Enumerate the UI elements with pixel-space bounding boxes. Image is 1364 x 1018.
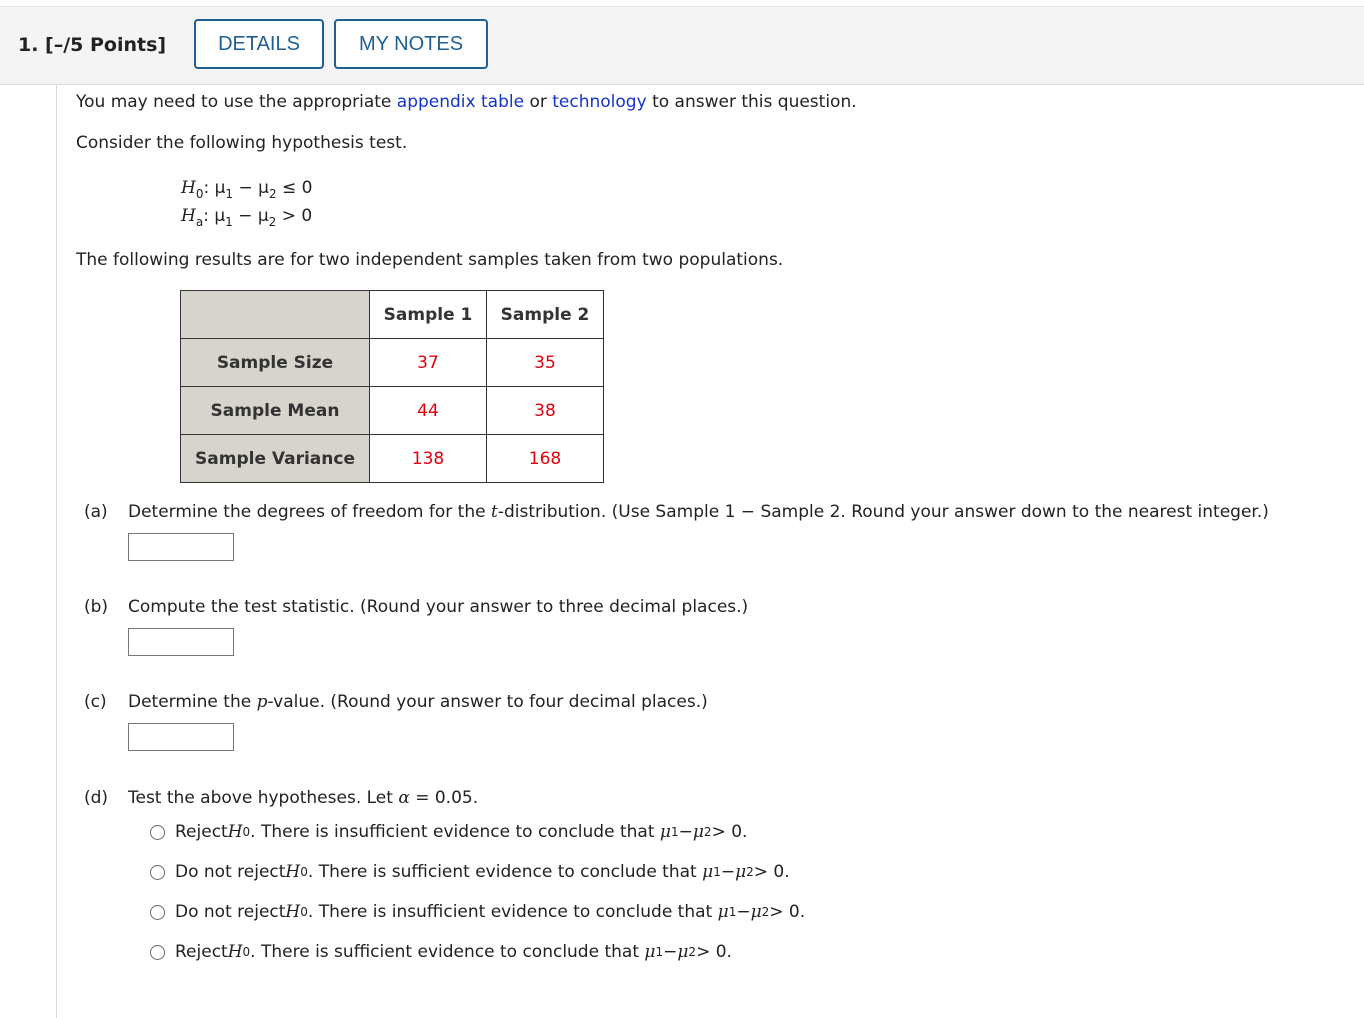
mu-symbol: μ: [717, 902, 729, 922]
h0-mid: − μ: [233, 178, 269, 198]
part-b-label: (b): [84, 597, 109, 617]
table-cell: 138: [370, 435, 487, 483]
row-header: Sample Size: [181, 339, 370, 387]
option-lead: Reject: [175, 822, 228, 842]
mu-symbol: μ: [702, 862, 714, 882]
intro-text: [76, 92, 857, 112]
option-lead: Do not reject: [175, 862, 286, 882]
h-letter: H: [285, 862, 301, 882]
question-title: 1. [–/5 Points]: [18, 34, 167, 56]
ha-sub: a: [195, 215, 204, 229]
part-a-text2: -distribution. (Use Sample 1 − Sample 2. Round your answer down to the nearest integer.): [497, 502, 1269, 522]
mu-symbol: μ: [659, 822, 671, 842]
table-row: [181, 387, 604, 435]
radio-icon[interactable]: [150, 905, 165, 920]
option-1[interactable]: Reject H 0 . There is insufficient evidence to conclude that μ 1 − μ 2 > 0.: [150, 822, 747, 842]
intro-suffix: to answer this question.: [646, 92, 857, 112]
part-d-prompt: [84, 788, 478, 808]
h-letter: H: [285, 902, 301, 922]
mu-symbol: μ: [750, 902, 762, 922]
h0-letter: H: [181, 178, 196, 198]
table-row: [181, 435, 604, 483]
mu-symbol: μ: [677, 942, 689, 962]
part-a-prompt: [84, 502, 1269, 522]
option-tail: > 0.: [711, 822, 748, 842]
degrees-of-freedom-input[interactable]: [128, 533, 234, 561]
radio-icon[interactable]: [150, 945, 165, 960]
intro-prefix: You may need to use the appropriate: [76, 92, 397, 112]
minus-sign: −: [720, 862, 736, 882]
h0-sub: 0: [195, 187, 204, 201]
part-c-prompt: [84, 692, 708, 712]
test-statistic-input[interactable]: [128, 628, 234, 656]
option-3[interactable]: Do not reject H 0 . There is insufficient evidence to conclude that μ 1 − μ 2 > 0.: [150, 902, 805, 922]
part-b-text: Compute the test statistic. (Round your answer to three decimal places.): [128, 597, 749, 617]
column-header-sample-1: Sample 1: [370, 291, 487, 339]
option-mid: . There is insufficient evidence to conclude that: [307, 902, 713, 922]
details-button[interactable]: DETAILS: [194, 19, 324, 69]
mu-symbol: μ: [692, 822, 704, 842]
table-row: [181, 339, 604, 387]
minus-sign: −: [663, 942, 678, 962]
part-d-label: (d): [84, 788, 109, 808]
ha-s2: 2: [268, 215, 277, 229]
h-letter: H: [227, 942, 243, 962]
option-2[interactable]: Do not reject H 0 . There is sufficient evidence to conclude that μ 1 − μ 2 > 0.: [150, 862, 790, 882]
ha-letter: H: [181, 206, 196, 226]
results-text: The following results are for two independent samples taken from two populations.: [76, 250, 784, 270]
sample-table: [180, 290, 604, 483]
technology-link[interactable]: technology: [552, 92, 647, 112]
radio-icon[interactable]: [150, 825, 165, 840]
part-d-text1: Test the above hypotheses. Let: [128, 788, 399, 808]
part-c-label: (c): [84, 692, 107, 712]
part-c-text1: Determine the: [128, 692, 257, 712]
ha-body: : μ: [203, 206, 226, 226]
table-cell: 168: [487, 435, 604, 483]
part-c-text2: -value. (Round your answer to four decimal places.): [267, 692, 708, 712]
option-tail: > 0.: [769, 902, 806, 922]
h0-tail: ≤ 0: [276, 178, 313, 198]
h0-s1: 1: [225, 187, 234, 201]
part-a-text1: Determine the degrees of freedom for the: [128, 502, 491, 522]
option-mid: . There is insufficient evidence to conclude that: [250, 822, 655, 842]
h-letter: H: [227, 822, 243, 842]
my-notes-button[interactable]: MY NOTES: [334, 19, 488, 69]
option-4[interactable]: Reject H 0 . There is sufficient evidence to conclude that μ 1 − μ 2 > 0.: [150, 942, 732, 962]
null-hypothesis: [181, 178, 313, 201]
appendix-table-link[interactable]: appendix table: [396, 92, 525, 112]
table-cell: 37: [370, 339, 487, 387]
option-tail: > 0.: [696, 942, 732, 962]
table-cell: 35: [487, 339, 604, 387]
table-cell: 38: [487, 387, 604, 435]
part-d-text2: = 0.05.: [409, 788, 479, 808]
consider-text: Consider the following hypothesis test.: [76, 133, 408, 153]
content-divider: [56, 84, 57, 1018]
minus-sign: −: [678, 822, 693, 842]
column-header-sample-2: Sample 2: [487, 291, 604, 339]
alpha-symbol: α: [398, 788, 410, 808]
option-mid: . There is sufficient evidence to conclude that: [307, 862, 697, 882]
option-mid: . There is sufficient evidence to conclude that: [250, 942, 639, 962]
option-lead: Reject: [175, 942, 228, 962]
h0-s2: 2: [268, 187, 277, 201]
table-header-row: [181, 291, 604, 339]
h0-body: : μ: [203, 178, 226, 198]
alternative-hypothesis: [181, 206, 313, 229]
ha-tail: > 0: [276, 206, 313, 226]
minus-sign: −: [736, 902, 751, 922]
radio-icon[interactable]: [150, 865, 165, 880]
table-cell: 44: [370, 387, 487, 435]
mu-symbol: μ: [644, 942, 656, 962]
mu-symbol: μ: [735, 862, 747, 882]
ha-mid: − μ: [232, 206, 269, 226]
part-a-t: t: [490, 502, 498, 522]
row-header: Sample Mean: [181, 387, 370, 435]
ha-s1: 1: [225, 215, 233, 229]
part-c-p: p: [256, 692, 268, 712]
option-lead: Do not reject: [175, 902, 286, 922]
row-header: Sample Variance: [181, 435, 370, 483]
intro-mid: or: [524, 92, 553, 112]
option-tail: > 0.: [753, 862, 790, 882]
part-b-prompt: [84, 597, 748, 617]
p-value-input[interactable]: [128, 723, 234, 751]
table-corner: [181, 291, 370, 339]
question-header: [0, 6, 1364, 85]
part-a-label: (a): [84, 502, 108, 522]
